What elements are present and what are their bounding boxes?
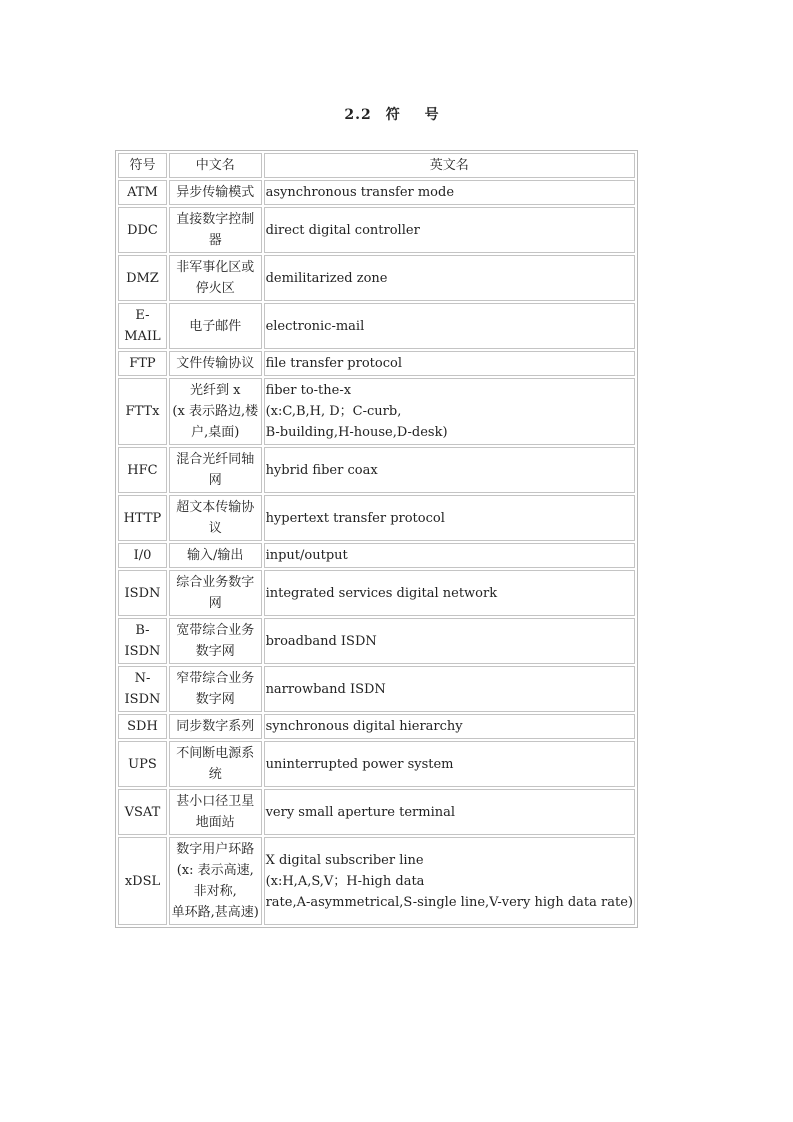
table-row <box>118 714 635 739</box>
cell-symbol: HFC <box>118 447 167 493</box>
cell-english-name <box>264 570 635 616</box>
cell-english-name <box>264 618 635 664</box>
english-name-line: fiber to-the-x <box>265 383 352 398</box>
english-name-line: B-building,H-house,D-desk) <box>265 425 448 440</box>
cell-chinese-name <box>169 255 262 301</box>
cell-chinese-name <box>169 618 262 664</box>
table-row <box>118 618 635 664</box>
header-english-name: 英文名 <box>264 153 635 178</box>
chinese-name-line: 非军事化区或停火区 <box>176 260 255 296</box>
cell-chinese-name <box>169 351 262 376</box>
cell-chinese-name <box>169 495 262 541</box>
cell-chinese-name <box>169 837 262 925</box>
section-heading <box>0 104 793 124</box>
cell-chinese-name <box>169 180 262 205</box>
english-name-line: hybrid fiber coax <box>265 462 378 478</box>
header-chinese-name: 中文名 <box>169 153 262 178</box>
cell-english-name <box>264 207 635 253</box>
cell-symbol: VSAT <box>118 789 167 835</box>
cell-chinese-name <box>169 789 262 835</box>
english-name-line: synchronous digital hierarchy <box>265 719 463 734</box>
cell-chinese-name <box>169 207 262 253</box>
cell-symbol: E-MAIL <box>118 303 167 349</box>
cell-english-name <box>264 741 635 787</box>
cell-symbol: HTTP <box>118 495 167 541</box>
cell-english-name <box>264 789 635 835</box>
chinese-name-line: 文件传输协议 <box>176 356 255 371</box>
chinese-name-line: 超文本传输协议 <box>176 500 255 536</box>
section-number: 2.2 <box>344 107 372 123</box>
chinese-name-line: 直接数字控制器 <box>176 212 255 248</box>
english-name-line: uninterrupted power system <box>265 756 454 772</box>
cell-symbol: N-ISDN <box>118 666 167 712</box>
english-name-line: very small aperture terminal <box>265 804 456 820</box>
english-name-line: input/output <box>265 548 348 563</box>
english-name-line: direct digital controller <box>265 222 420 238</box>
cell-symbol: FTTx <box>118 378 167 445</box>
cell-chinese-name <box>169 714 262 739</box>
header-symbol: 符号 <box>118 153 167 178</box>
table-row <box>118 447 635 493</box>
english-name-line: integrated services digital network <box>265 585 498 601</box>
english-name-line: (x:H,A,S,V；H-high data <box>265 873 425 889</box>
cell-symbol: I/0 <box>118 543 167 568</box>
chinese-name-line: 不间断电源系统 <box>176 746 255 782</box>
cell-english-name <box>264 180 635 205</box>
english-name-line: narrowband ISDN <box>265 681 386 697</box>
chinese-name-line: 同步数字系列 <box>176 719 255 734</box>
chinese-name-line: 窄带综合业务数字网 <box>176 671 255 707</box>
chinese-name-line: 电子邮件 <box>189 318 242 334</box>
chinese-name-line: 异步传输模式 <box>176 185 255 200</box>
chinese-name-line: (x: 表示高速,非对称, <box>176 863 254 899</box>
cell-chinese-name <box>169 447 262 493</box>
chinese-name-line: 甚小口径卫星地面站 <box>176 794 255 830</box>
cell-chinese-name <box>169 570 262 616</box>
cell-english-name <box>264 495 635 541</box>
table-row <box>118 666 635 712</box>
english-name-line: file transfer protocol <box>265 356 402 371</box>
section-title: 符 号 <box>385 107 449 123</box>
table-header-row <box>118 153 635 178</box>
table-row <box>118 789 635 835</box>
cell-english-name <box>264 447 635 493</box>
table-row <box>118 741 635 787</box>
table-row <box>118 543 635 568</box>
cell-chinese-name <box>169 303 262 349</box>
chinese-name-line: 混合光纤同轴网 <box>176 452 255 488</box>
table-row <box>118 837 635 925</box>
cell-symbol: FTP <box>118 351 167 376</box>
english-name-line: (x:C,B,H, D；C-curb, <box>265 404 402 419</box>
symbols-table <box>115 150 638 928</box>
cell-english-name <box>264 378 635 445</box>
table-row <box>118 378 635 445</box>
english-name-line: asynchronous transfer mode <box>265 185 455 200</box>
cell-chinese-name <box>169 666 262 712</box>
cell-english-name <box>264 714 635 739</box>
table-row <box>118 351 635 376</box>
chinese-name-line: 宽带综合业务数字网 <box>176 623 255 659</box>
cell-english-name <box>264 303 635 349</box>
cell-english-name <box>264 543 635 568</box>
cell-symbol: SDH <box>118 714 167 739</box>
english-name-line: hypertext transfer protocol <box>265 510 445 526</box>
english-name-line: broadband ISDN <box>265 633 377 649</box>
cell-english-name <box>264 255 635 301</box>
cell-english-name <box>264 837 635 925</box>
table-body <box>118 180 635 925</box>
chinese-name-line: 输入/输出 <box>187 548 244 563</box>
cell-symbol: ISDN <box>118 570 167 616</box>
english-name-line: electronic-mail <box>265 318 365 334</box>
english-name-line: demilitarized zone <box>265 270 388 286</box>
cell-chinese-name <box>169 543 262 568</box>
cell-english-name <box>264 351 635 376</box>
cell-symbol: xDSL <box>118 837 167 925</box>
chinese-name-line: 数字用户环路 <box>176 842 255 857</box>
cell-english-name <box>264 666 635 712</box>
cell-symbol: ATM <box>118 180 167 205</box>
chinese-name-line: (x 表示路边,楼户,桌面) <box>172 404 259 440</box>
cell-symbol: B-ISDN <box>118 618 167 664</box>
english-name-line: rate,A-asymmetrical,S-single line,V-very high data rate) <box>265 894 633 910</box>
english-name-line: X digital subscriber line <box>265 852 424 868</box>
table-row <box>118 495 635 541</box>
table-row <box>118 255 635 301</box>
chinese-name-line: 光纤到 x <box>190 383 241 398</box>
cell-symbol: UPS <box>118 741 167 787</box>
table-row <box>118 570 635 616</box>
chinese-name-line: 单环路,甚高速) <box>171 905 259 920</box>
table-row <box>118 207 635 253</box>
cell-symbol: DMZ <box>118 255 167 301</box>
table-row <box>118 180 635 205</box>
cell-chinese-name <box>169 741 262 787</box>
chinese-name-line: 综合业务数字网 <box>176 575 255 611</box>
cell-chinese-name <box>169 378 262 445</box>
table-row <box>118 303 635 349</box>
cell-symbol: DDC <box>118 207 167 253</box>
